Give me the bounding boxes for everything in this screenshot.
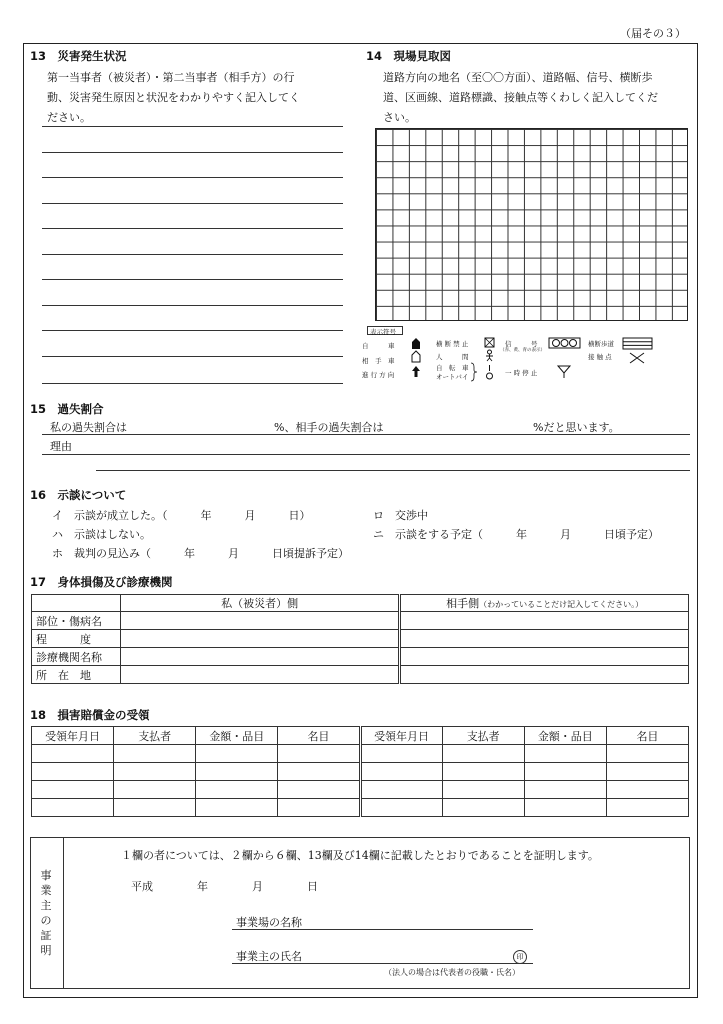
compensation-row[interactable] xyxy=(32,799,689,817)
header-date-1: 受領年月日 xyxy=(32,727,114,745)
section-16-title: 16 示談について xyxy=(30,488,127,502)
compensation-row[interactable] xyxy=(32,781,689,799)
section-14-desc-1: 道路方向の地名（至〇〇方面）、道路幅、信号、横断歩 xyxy=(383,71,653,84)
reason-label: 理由 xyxy=(50,440,72,453)
legend-jisha-label: 自 車 xyxy=(362,342,395,350)
legend-header: 表示符号 xyxy=(370,328,396,336)
section-18-title: 18 損害賠償金の受領 xyxy=(30,708,150,722)
reason-line-2[interactable] xyxy=(96,470,690,471)
col-other-header: 相手側（わかっていることだけ記入してください。） xyxy=(400,595,689,612)
legend-auto-label: オートバイ xyxy=(436,373,469,381)
section-17-title: 17 身体損傷及び診療機関 xyxy=(30,575,173,589)
header-payer-1: 支払者 xyxy=(114,727,196,745)
injury-table xyxy=(31,594,689,684)
certification-date[interactable]: 平成 年 月 日 xyxy=(131,880,318,893)
site-sketch-grid[interactable] xyxy=(375,128,688,321)
compensation-row[interactable] xyxy=(32,763,689,781)
section-13-desc-2: 動、災害発生原因と状況をわかりやすく記入してく xyxy=(47,91,300,104)
legend-sesshoku-label: 接 触 点 xyxy=(588,353,612,361)
self-degree-cell[interactable] xyxy=(120,630,399,648)
office-name-line[interactable] xyxy=(232,929,533,930)
fault-ratio-self-label: 私の過失割合は xyxy=(50,421,127,434)
section-14-desc-2: 道、区画線、道路標識、接触点等くわしく記入してくだ xyxy=(383,91,658,104)
self-clinic-cell[interactable] xyxy=(120,648,399,666)
row-label-clinic: 診療機関名称 xyxy=(32,648,121,666)
legend-odan-hodo-label: 横断歩道 xyxy=(588,340,614,348)
legend-shingo-label: 信 号 xyxy=(505,340,538,348)
office-name-label: 事業場の名称 xyxy=(236,916,302,929)
other-clinic-cell[interactable] xyxy=(400,648,689,666)
fault-ratio-other-label: %、相手の過失割合は xyxy=(274,421,384,434)
legend-aite-label: 相 手 車 xyxy=(362,357,395,365)
reason-line-1[interactable] xyxy=(42,454,690,455)
header-purpose-1: 名目 xyxy=(278,727,360,745)
row-label-injury: 部位・傷病名 xyxy=(32,612,121,630)
certification-side-label: 事業主の証明 xyxy=(40,869,52,957)
section-13-desc-3: ださい。 xyxy=(47,111,91,124)
prohibit-person-cycle-icon xyxy=(484,337,496,382)
legend-shinko-label: 進 行 方 向 xyxy=(362,371,395,379)
vehicle-symbols-icon xyxy=(410,336,422,381)
other-injury-cell[interactable] xyxy=(400,612,689,630)
certification-statement: １欄の者については、２欄から６欄、13欄及び14欄に記載したとおりであることを証明します。 xyxy=(121,849,599,862)
legend-odan-kinshi-label: 横 断 禁 止 xyxy=(436,340,469,348)
section-15-title: 15 過失割合 xyxy=(30,402,104,416)
row-label-degree: 程 度 xyxy=(32,630,121,648)
section-14-title: 14 現場見取図 xyxy=(366,49,452,63)
settlement-option-ni[interactable]: ニ 示談をする予定（ 年 月 日頃予定） xyxy=(373,528,659,541)
section-14-desc-3: さい。 xyxy=(383,111,416,124)
legend-ichiji-label: 一 時 停 止 xyxy=(505,369,538,377)
fault-ratio-suffix: %だと思います。 xyxy=(533,421,620,434)
self-injury-cell[interactable] xyxy=(120,612,399,630)
legend-shingo-sub: （赤、黄、青の表示） xyxy=(500,348,545,353)
compensation-table xyxy=(31,726,689,817)
self-address-cell[interactable] xyxy=(120,666,399,684)
other-address-cell[interactable] xyxy=(400,666,689,684)
header-amount-1: 金額・品目 xyxy=(196,727,278,745)
crosswalk-contact-icon xyxy=(622,337,654,365)
compensation-row[interactable] xyxy=(32,745,689,763)
owner-name-label: 事業主の氏名 xyxy=(236,950,302,963)
col-self-header: 私（被災者）側 xyxy=(120,595,399,612)
settlement-option-i[interactable]: イ 示談が成立した。（ 年 月 日） xyxy=(52,509,311,522)
header-amount-2: 金額・品目 xyxy=(524,727,606,745)
legend-hito-label: 人 間 xyxy=(436,353,469,361)
form-number: （届その３） xyxy=(620,27,686,40)
header-purpose-2: 名目 xyxy=(606,727,688,745)
legend-jitensha-label: 自 転 車 xyxy=(436,364,469,372)
settlement-option-ro[interactable]: ロ 交渉中 xyxy=(373,509,428,522)
injury-corner-cell xyxy=(32,595,121,612)
brace-icon xyxy=(470,362,478,382)
row-label-address: 所 在 地 xyxy=(32,666,121,684)
seal-mark: 印 xyxy=(513,950,527,964)
settlement-option-ho[interactable]: ホ 裁判の見込み（ 年 月 日頃提訴予定） xyxy=(52,547,349,560)
owner-name-line[interactable] xyxy=(232,963,533,964)
signal-stop-icon xyxy=(548,337,582,379)
corporate-note: （法人の場合は代表者の役職・氏名） xyxy=(384,968,520,977)
header-payer-2: 支払者 xyxy=(442,727,524,745)
fault-ratio-line[interactable] xyxy=(42,434,690,435)
section-13-desc-1: 第一当事者（被災者）・第二当事者（相手方）の行 xyxy=(47,71,295,84)
settlement-option-ha[interactable]: ハ 示談はしない。 xyxy=(52,528,151,541)
other-degree-cell[interactable] xyxy=(400,630,689,648)
header-date-2: 受領年月日 xyxy=(360,727,442,745)
section-13-title: 13 災害発生状況 xyxy=(30,49,127,63)
